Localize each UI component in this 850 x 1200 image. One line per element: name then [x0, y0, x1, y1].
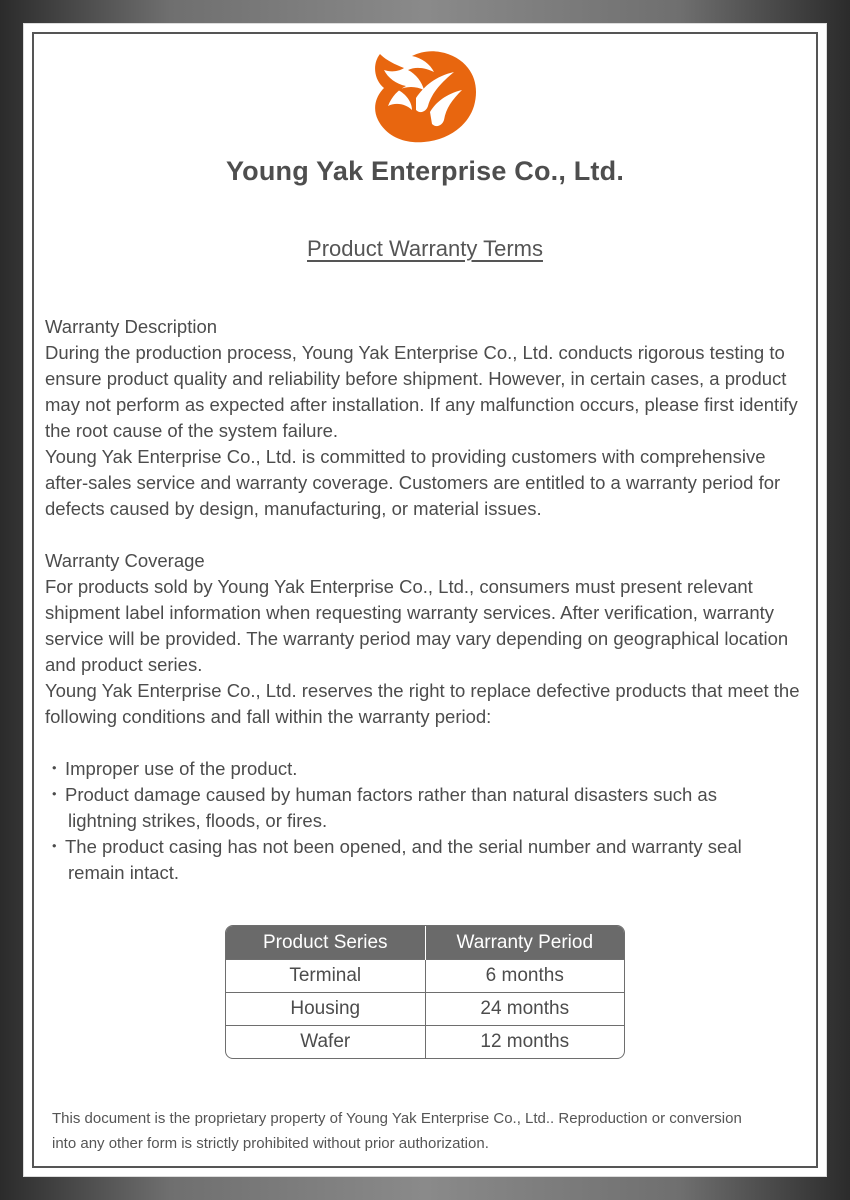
- bullet-marker: ・: [45, 758, 64, 779]
- product-series-cell: Housing: [226, 993, 425, 1026]
- document-title: Product Warranty Terms: [307, 236, 543, 261]
- description-paragraph-1: During the production process, Young Yak Enterprise Co., Ltd. conducts rigorous testing to ensure product quality and reliability before shipment. However, in certain cases, a product may not perform as expected after installation. If any malfunction occurs, please first identify the root cause of the system failure.: [45, 342, 798, 441]
- warranty-period-cell: 6 months: [425, 960, 624, 993]
- condition-text-continued: remain intact.: [68, 862, 180, 883]
- table-header-warranty-period: Warranty Period: [425, 926, 624, 960]
- coverage-paragraph-2: Young Yak Enterprise Co., Ltd. reserves the right to replace defective products that meet the following conditions and fall within the warranty period:: [45, 680, 800, 727]
- condition-list-item: [45, 756, 805, 782]
- section-heading-coverage: Warranty Coverage: [45, 550, 205, 571]
- table-row: [226, 960, 624, 993]
- table-row: [226, 1026, 624, 1059]
- condition-list-item: [45, 782, 805, 834]
- condition-text: Improper use of the product.: [65, 758, 298, 779]
- product-series-cell: Terminal: [226, 960, 425, 993]
- warranty-period-cell: 24 months: [425, 993, 624, 1026]
- condition-list-item: [45, 834, 805, 886]
- table-header-product-series: Product Series: [226, 926, 425, 960]
- bullet-marker: ・: [45, 784, 64, 805]
- condition-text: The product casing has not been opened, and the serial number and warranty seal: [65, 836, 742, 857]
- copyright-line-1: This document is the proprietary property of Young Yak Enterprise Co., Ltd.. Reproduction or conversion: [52, 1110, 742, 1127]
- table-row: [226, 993, 624, 1026]
- condition-text: Product damage caused by human factors rather than natural disasters such as: [65, 784, 717, 805]
- warranty-body: [45, 314, 805, 886]
- bullet-marker: ・: [45, 836, 64, 857]
- description-paragraph-2: Young Yak Enterprise Co., Ltd. is committed to providing customers with comprehensive after-sales service and warranty coverage. Customers are entitled to a warranty period for defects caused by design, manufacturing, or material issues.: [45, 446, 781, 519]
- warranty-period-cell: 12 months: [425, 1026, 624, 1059]
- product-series-cell: Wafer: [226, 1026, 425, 1059]
- warranty-period-table: [225, 925, 625, 1059]
- copyright-line-2: into any other form is strictly prohibited without prior authorization.: [52, 1135, 489, 1152]
- company-logo-icon: [370, 50, 478, 146]
- copyright-notice: [52, 1106, 812, 1156]
- condition-text-continued: lightning strikes, floods, or fires.: [68, 810, 328, 831]
- coverage-paragraph-1: For products sold by Young Yak Enterprise Co., Ltd., consumers must present relevant shipment label information when requesting warranty services. After verification, warranty service will be provided. The warranty period may vary depending on geographical location and product series.: [45, 576, 789, 675]
- section-heading-description: Warranty Description: [45, 316, 218, 337]
- company-name: Young Yak Enterprise Co., Ltd.: [225, 156, 625, 186]
